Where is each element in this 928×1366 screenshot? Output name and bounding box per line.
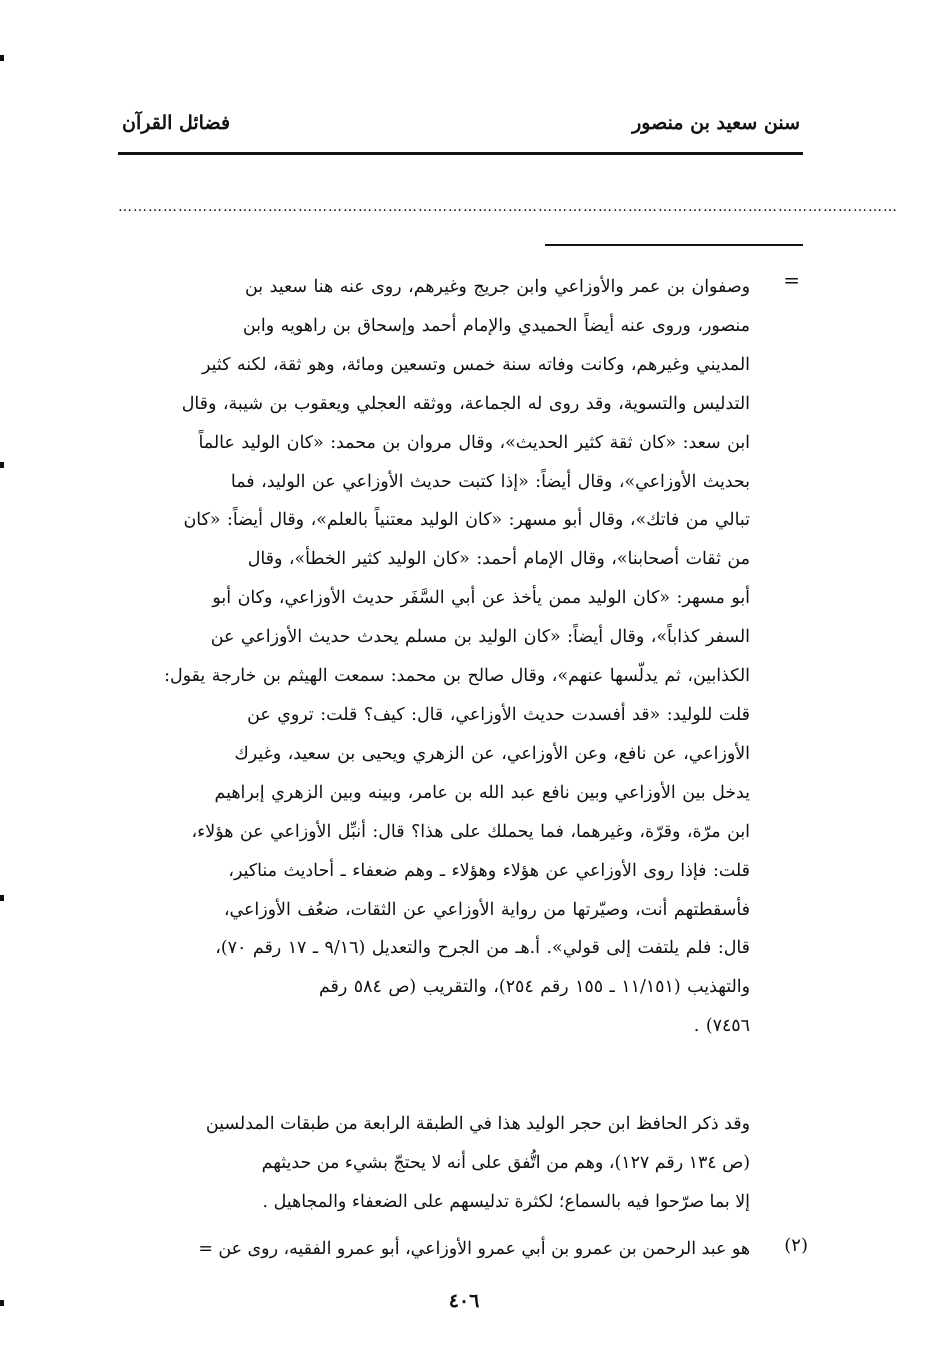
scan-edge-mark xyxy=(0,55,4,61)
page-number: ٤٠٦ xyxy=(448,1290,480,1312)
text-line: قال: فلم يلتفت إلى قولي». أ.هـ من الجرح والتعديل (٩/١٦ ـ ١٧ رقم ٧٠)، xyxy=(215,938,750,959)
text-line: وصفوان بن عمر والأوزاعي وابن جريج وغيرهم، روى عنه هنا سعيد بن xyxy=(244,277,750,297)
text-line: قلت للوليد: «قد أفسدت حديث الأوزاعي، قال: كيف؟ قلت: تروي عن xyxy=(247,704,750,725)
header-rule xyxy=(118,152,803,155)
scan-edge-mark xyxy=(0,462,4,468)
text-line: فأسقطتهم أنت، وصيّرتها من رواية الأوزاعي عن الثقات، ضعُف الأوزاعي، xyxy=(223,899,750,920)
text-line: السفر كذاباً»، وقال أيضاً: «كان الوليد بن مسلم يحدث حديث الأوزاعي عن xyxy=(210,627,750,648)
text-line: قلت: فإذا روى الأوزاعي عن هؤلاء وهؤلاء ـ وهم ضعفاء ـ أحاديث مناكير، xyxy=(228,860,750,881)
scan-edge-mark xyxy=(0,1300,4,1306)
text-line: (ص ١٣٤ رقم ١٢٧)، وهم من اتُّفق على أنه لا يحتجّ بشيء من حديثهم xyxy=(261,1152,750,1173)
footnote-2-text: هو عبد الرحمن بن عمرو بن أبي عمرو الأوزاعي، أبو عمرو الفقيه، روى عن = xyxy=(198,1239,750,1259)
continuation-marker: = xyxy=(783,268,800,292)
text-line: يدخل بين الأوزاعي وبين نافع عبد الله بن عامر، وبينه وبين الزهري إبراهيم xyxy=(214,782,750,803)
footnote-continued-text xyxy=(114,268,750,1046)
paragraph-mudallisin xyxy=(114,1105,750,1222)
running-header-section-title: فضائل القرآن xyxy=(122,112,231,134)
text-line: المديني وغيرهم، وكانت وفاته سنة خمس وتسعين ومائة، وهو ثقة، لكنه كثير xyxy=(202,354,750,375)
text-line: التدليس والتسوية، وقد روى له الجماعة، ووثقه العجلي ويعقوب بن شيبة، وقال xyxy=(181,393,750,414)
footnote-rule xyxy=(545,244,803,246)
text-line: من ثقات أصحابنا»، وقال الإمام أحمد: «كان الوليد كثير الخطأ»، وقال xyxy=(247,549,750,570)
text-line: الكذابين، ثم يدلّسها عنهم»، وقال صالح بن محمد: سمعت الهيثم بن خارجة يقول: xyxy=(164,666,750,687)
text-line: الأوزاعي، عن نافع، وعن الأوزاعي، عن الزهري ويحيى بن سعيد، وغيرك xyxy=(234,743,750,764)
text-line: أبو مسهر: «كان الوليد ممن يأخذ عن أبي السَّفَر حديث الأوزاعي، وكان أبو xyxy=(212,588,750,609)
text-line: ٧٤٥٦) . xyxy=(693,1016,750,1037)
separator-dots: ………………………………………………………………………………………………………………………………………… xyxy=(118,199,898,215)
text-line: والتهذيب (١١/١٥١ ـ ١٥٥ رقم ٢٥٤)، والتقريب (ص ٥٨٤ رقم xyxy=(318,977,750,998)
scan-edge-mark xyxy=(0,895,4,901)
text-line: تبالي من فاتك»، وقال أبو مسهر: «كان الوليد معتنياً بالعلم»، وقال أيضاً: «كان xyxy=(183,510,750,531)
text-line: منصور، وروى عنه أيضاً الحميدي والإمام أحمد وإسحاق بن راهويه وابن xyxy=(242,315,750,336)
text-line: بحديث الأوزاعي»، وقال أيضاً: «إذا كتبت حديث الأوزاعي عن الوليد، فما xyxy=(230,471,750,492)
footnote-number: (٢) xyxy=(784,1235,808,1256)
text-line: ابن سعد: «كان ثقة كثير الحديث»، وقال مروان بن محمد: «كان الوليد عالماً xyxy=(198,432,750,453)
text-line: وقد ذكر الحافظ ابن حجر الوليد هذا في الطبقة الرابعة من طبقات المدلسين xyxy=(205,1114,750,1134)
running-header-book-title: سنن سعيد بن منصور xyxy=(632,112,800,134)
text-line: إلا بما صرّحوا فيه بالسماع؛ لكثرة تدليسهم على الضعفاء والمجاهيل . xyxy=(262,1191,750,1212)
text-line: ابن مرّة، وقرّة، وغيرهما، فما يحملك على هذا؟ قال: أنبِّل الأوزاعي عن هؤلاء، xyxy=(191,821,750,842)
